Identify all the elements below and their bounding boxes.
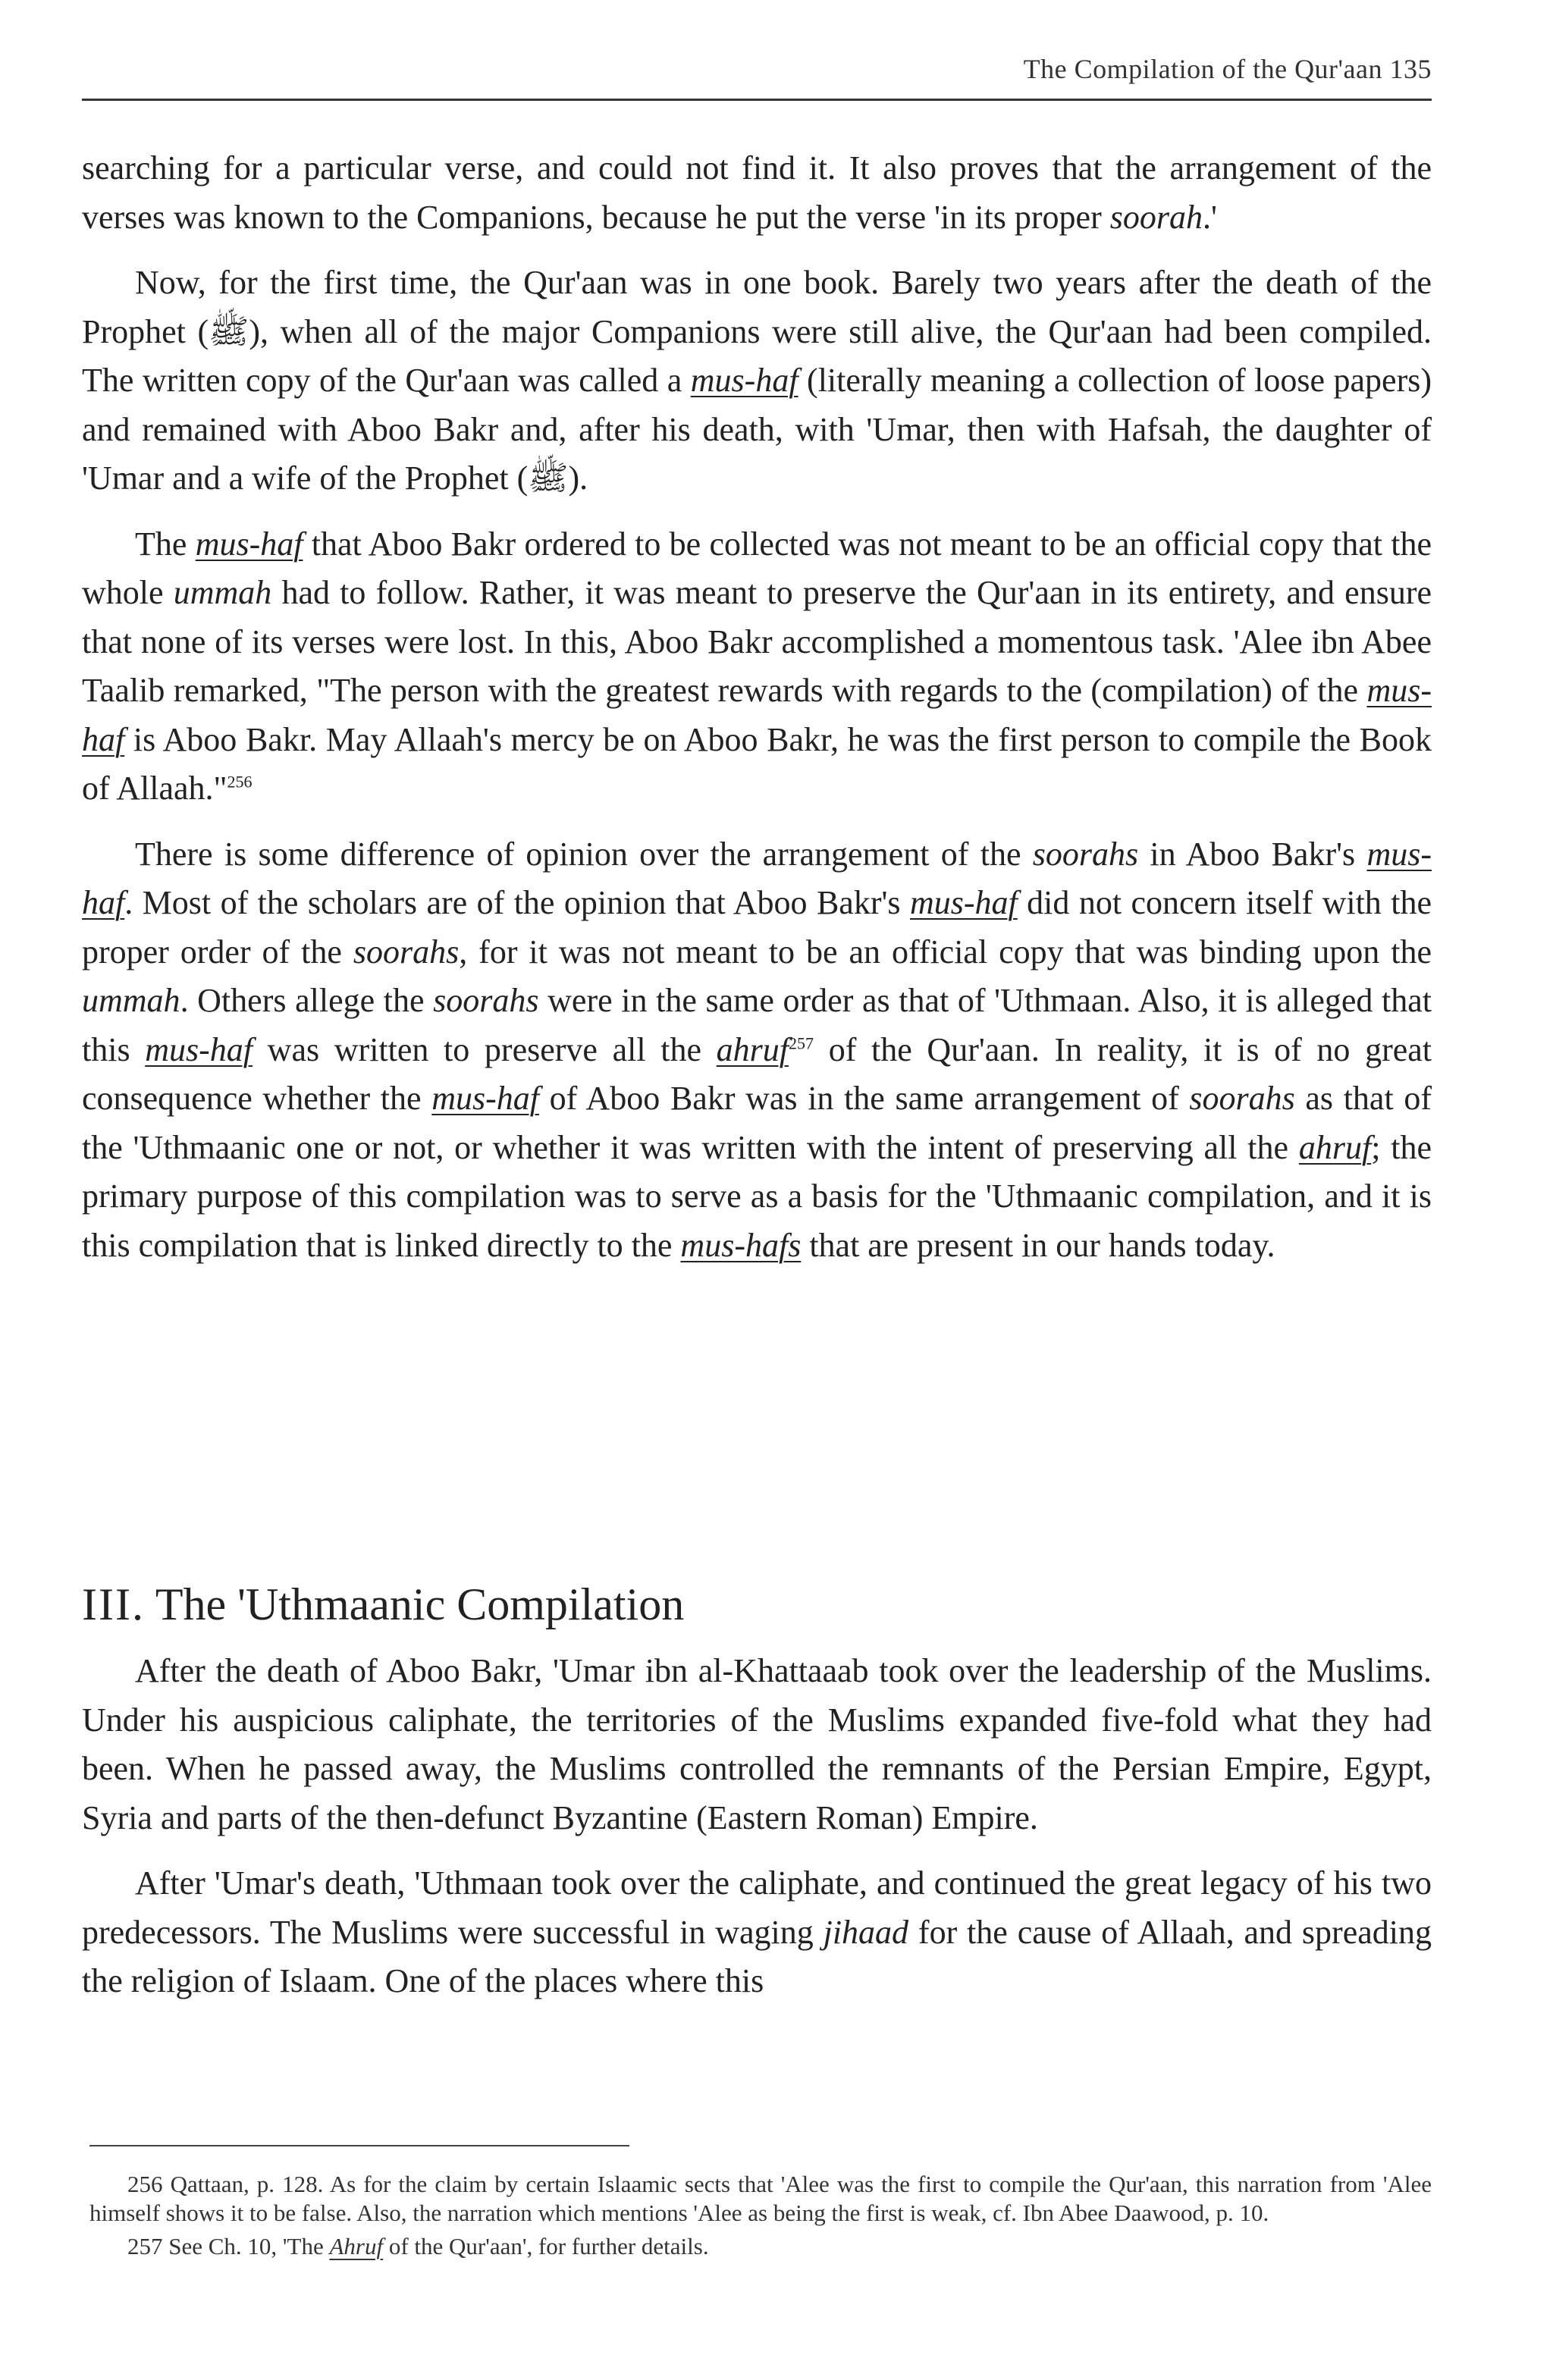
paragraph-1 (82, 144, 1432, 242)
italic-term: jihaad (823, 1913, 909, 1951)
italic-term: mus-haf (431, 1080, 539, 1117)
italic-term: soorah (1109, 198, 1203, 236)
text-run: ; the primary purpose of this compilation was to serve as a basis for the 'Uthmaanic compilation, and it is this compilation that is linked directly to the (82, 1128, 1432, 1264)
text-run: The (135, 525, 196, 563)
text-run: in Aboo Bakr's (1138, 835, 1367, 873)
footnote-divider (89, 2145, 629, 2146)
italic-term: Ahruf (329, 2233, 384, 2259)
text-run: were in the same order as that of 'Uthmaan. Also, it is alleged that this (82, 982, 1432, 1068)
italic-term: mus-haf (82, 835, 1432, 921)
text-run: of Aboo Bakr was in the same arrangement of (538, 1080, 1190, 1117)
footnotes (89, 2170, 1432, 2261)
text-run: There is some difference of opinion over the arrangement of the (135, 835, 1033, 873)
text-run: . Others allege the (180, 982, 434, 1019)
italic-term: ummah (82, 982, 180, 1019)
text-run: (literally meaning a collection of loose papers) and remained with Aboo Bakr and, after his death, with 'Umar, then with Hafsah, the daughter of 'Umar and a wife of the Prophet (ﷺ). (82, 362, 1432, 497)
footnote-ref-257[interactable]: 257 (789, 1033, 814, 1052)
italic-term: mus-haf (909, 884, 1018, 921)
text-run: . Most of the scholars are of the opinion that Aboo Bakr's (124, 884, 910, 921)
text-run: that are present in our hands today. (801, 1226, 1275, 1264)
body-text (82, 144, 1432, 1270)
italic-term: mus-haf (82, 672, 1432, 758)
italic-term: soorahs (353, 933, 460, 971)
text-run: searching for a particular verse, and could not find it. It also proves that the arrangement of the verses was known to the Companions, because he put the verse 'in its proper (82, 149, 1432, 236)
italic-term: mus-haf (195, 525, 303, 563)
paragraph-3 (82, 520, 1432, 814)
italic-term: soorahs (433, 982, 539, 1019)
text-run: of the Qur'aan. In reality, it is of no great consequence whether the (82, 1030, 1432, 1117)
paragraph-2 (82, 259, 1432, 503)
italic-term: soorahs (1189, 1080, 1295, 1117)
italic-term: mus-haf (690, 362, 798, 399)
page-header (82, 50, 1432, 101)
text-run: After 'Umar's death, 'Uthmaan took over the caliphate, and continued the great legacy of his two predecessors. The Muslims were successful in waging (82, 1864, 1432, 1951)
text-run: , for it was not meant to be an official copy that was binding upon the (459, 933, 1432, 971)
text-run: did not concern itself with the proper order of the (82, 884, 1432, 971)
text-run: is Aboo Bakr. May Allaah's mercy be on Aboo Bakr, he was the first person to compile the Book of Allaah." (82, 720, 1432, 807)
text-run: was written to preserve all the (253, 1030, 717, 1068)
text-run: Now, for the first time, the Qur'aan was in one book. Barely two years after the death of the Prophet (ﷺ), when all of the major Companions were still alive, the Qur'aan had been compiled. The written copy of the Qur'aan was called a (82, 264, 1432, 399)
italic-term: mus-hafs (680, 1226, 802, 1264)
paragraph-6 (82, 1859, 1432, 2006)
section-title: The 'Uthmaanic Compilation (144, 1579, 685, 1629)
paragraph-4 (82, 830, 1432, 1271)
footnote-257 (89, 2232, 1432, 2261)
text-run: as that of the 'Uthmaanic one or not, or whether it was written with the intent of preserving all the (82, 1080, 1432, 1166)
section-number: III. (82, 1579, 145, 1629)
text-run: had to follow. Rather, it was meant to preserve the Qur'aan in its entirety, and ensure that none of its verses were lost. In this, Aboo Bakr accomplished a momentous task. 'Alee ibn Abee Taalib remarked, "The person with the greatest rewards with regards to the (compilation) of the (82, 574, 1432, 709)
italic-term: soorahs (1032, 835, 1139, 873)
italic-term: ahruf (716, 1030, 789, 1068)
text-run: that Aboo Bakr ordered to be collected was not meant to be an official copy that the whole (82, 525, 1432, 611)
paragraph-5: After the death of Aboo Bakr, 'Umar ibn al-Khattaaab took over the leadership of the Muslims. Under his auspicious caliphate, the territories of the Muslims expanded five-fold what they had been. When he passed away, the Muslims controlled the remnants of the Persian Empire, Egypt, Syria and parts of the then-defunct Byzantine (Eastern Roman) Empire. (82, 1652, 1432, 1836)
text-run: .' (1202, 198, 1217, 236)
running-title: The Compilation of the Qur'aan 135 (1023, 54, 1432, 84)
text-run: for the cause of Allaah, and spreading the religion of Islaam. One of the places where this (82, 1913, 1432, 1999)
footnote-ref-256[interactable]: 256 (227, 772, 253, 792)
text-run: of the Qur'aan', for further details. (383, 2233, 709, 2259)
text-run: 257 See Ch. 10, 'The (127, 2233, 330, 2259)
italic-term: ummah (173, 574, 272, 611)
footnote-256: 256 Qattaan, p. 128. As for the claim by certain Islaamic sects that 'Alee was the first to compile the Qur'aan, this narration from 'Alee himself shows it to be false. Also, the narration which mentions 'Alee as being the first is weak, cf. Ibn Abee Daawood, p. 10. (89, 2171, 1432, 2226)
italic-term: ahruf (1298, 1128, 1372, 1166)
body-text-section (82, 1647, 1432, 2023)
italic-term: mus-haf (145, 1030, 253, 1068)
section-heading (82, 1574, 1432, 1635)
